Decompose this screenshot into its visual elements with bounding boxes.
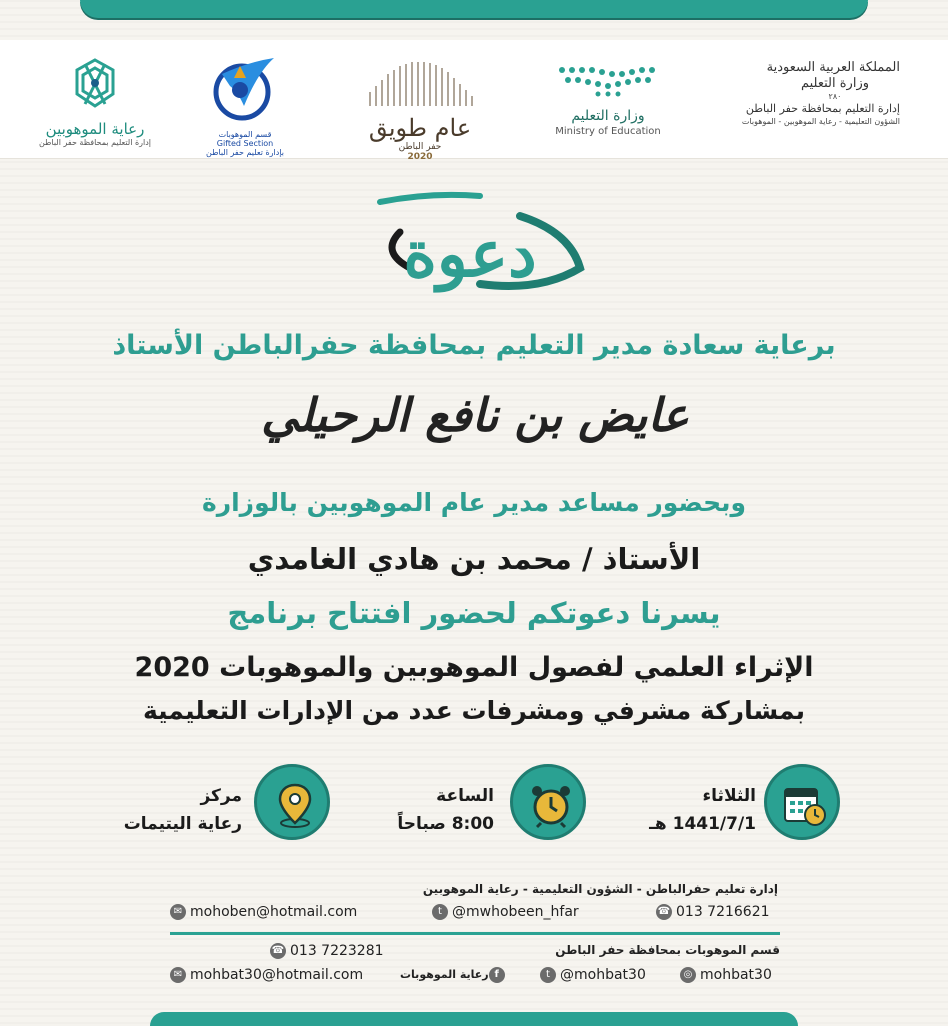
- facebook2: رعاية الموهوبات: [400, 968, 489, 981]
- email2: mohbat30@hotmail.com: [190, 967, 364, 983]
- rayat-sub: إدارة التعليم بمحافظة حفر الباطن: [38, 138, 152, 147]
- place-value: رعاية اليتيمات: [123, 814, 242, 834]
- facebook-icon: f: [489, 967, 505, 983]
- twitter-icon: t: [540, 967, 556, 983]
- moe-english: Ministry of Education: [555, 126, 661, 137]
- instagram-icon: ◎: [680, 967, 696, 983]
- moe-dots-icon: [556, 64, 660, 98]
- rayat-logo: [30, 40, 160, 158]
- calendar-icon: [781, 781, 829, 829]
- email-icon: ✉: [170, 967, 186, 983]
- ksa-line-1: المملكة العربية السعودية: [766, 60, 900, 75]
- title-calligraphy: [340, 172, 600, 322]
- patron-name: عايض بن نافع الرحيلي: [261, 388, 689, 442]
- twitter2-item[interactable]: [540, 967, 646, 983]
- twitter1: @mwhobeen_hfar: [452, 904, 579, 920]
- calendar-circle: [764, 764, 840, 840]
- title-flourish-icon: [340, 172, 600, 322]
- place-label: مركز: [200, 786, 242, 806]
- tuwaiq-sub: حفر الباطن: [398, 142, 442, 152]
- org2-line: قسم الموهوبات بمحافظة حفر الباطن: [555, 943, 780, 957]
- title-text: دعوة: [403, 217, 537, 292]
- map-pin-icon: [271, 781, 319, 829]
- event-date: [640, 764, 850, 844]
- facebook2-item[interactable]: [400, 967, 509, 983]
- day-label: الثلاثاء: [702, 786, 756, 806]
- ksa-line-4: إدارة التعليم بمحافظة حفر الباطن: [745, 102, 900, 115]
- tuwaiq-name: عام طويق: [368, 114, 472, 142]
- guest-name: الأستاذ / محمد بن هادي الغامدي: [247, 542, 701, 576]
- ksa-line-3: ٢٨٠: [828, 92, 842, 101]
- twitter2: @mohbat30: [560, 967, 646, 983]
- contacts-row-1: [170, 904, 780, 924]
- moe-arabic: وزارة التعليم: [571, 108, 645, 124]
- rayat-name: رعاية الموهوبين: [45, 120, 145, 138]
- email1-item[interactable]: [170, 904, 357, 920]
- phone-icon: ☎: [656, 904, 672, 920]
- tuwaiq-mountain-icon: [360, 58, 480, 108]
- ksa-line-5: الشؤون التعليمية - رعاية الموهوبين - الموهوبات: [741, 117, 900, 126]
- contacts-divider: [170, 932, 780, 935]
- location-circle: [254, 764, 330, 840]
- phone2-item[interactable]: [270, 943, 384, 959]
- phone2: 013 7223281: [290, 943, 384, 959]
- phone-icon: ☎: [270, 943, 286, 959]
- ksa-logo: [741, 40, 900, 158]
- program-line: الإثراء العلمي لفصول الموهوبين والموهوبات 2020: [134, 652, 814, 683]
- participation-line: بمشاركة مشرفي ومشرفات عدد من الإدارات التعليمية: [142, 696, 806, 725]
- gifted-text-1: قسم الموهوبات: [218, 130, 272, 139]
- email2-item[interactable]: [170, 967, 363, 983]
- contacts-row-2: [270, 943, 780, 963]
- email1: mohoben@hotmail.com: [190, 904, 358, 920]
- org1-line: إدارة تعليم حفرالباطن - الشؤون التعليمية - رعاية الموهوبين: [422, 882, 778, 896]
- tuwaiq-year: 2020: [407, 152, 433, 162]
- phone1-item[interactable]: [656, 904, 770, 920]
- moe-logo: [548, 40, 668, 158]
- gifted-text-3: بإدارة تعليم حفر الباطن: [206, 148, 284, 157]
- top-decor-bar: [80, 0, 868, 18]
- twitter1-item[interactable]: [432, 904, 579, 920]
- contacts-row-3: [170, 967, 780, 987]
- attendance-line: وبحضور مساعد مدير عام الموهوبين بالوزارة: [201, 488, 747, 517]
- invite-line: يسرنا دعوتكم لحضور افتتاح برنامج: [227, 596, 721, 630]
- clock-circle: [510, 764, 586, 840]
- event-time: [370, 764, 590, 844]
- time-label: الساعة: [436, 786, 494, 806]
- time-value: 8:00 صباحاً: [397, 814, 494, 834]
- gifted-section-logo: [200, 40, 290, 158]
- tuwaiq-logo: [350, 40, 490, 162]
- rayat-emblem-icon: [65, 54, 125, 114]
- phone1: 013 7216621: [676, 904, 770, 920]
- gifted-emblem-icon: [208, 52, 282, 126]
- email-icon: ✉: [170, 904, 186, 920]
- ksa-line-2: وزارة التعليم: [800, 76, 870, 91]
- alarm-clock-icon: [527, 781, 575, 829]
- date-value: 1441/7/1 هـ: [649, 814, 756, 834]
- patron-line: برعاية سعادة مدير التعليم بمحافظة حفرالباطن الأستاذ: [112, 330, 836, 361]
- instagram2-item[interactable]: [680, 967, 772, 983]
- event-place: [100, 764, 332, 844]
- gifted-text-2: Gifted Section: [216, 139, 274, 148]
- logo-band: [0, 40, 948, 162]
- twitter-icon: t: [432, 904, 448, 920]
- instagram2: mohbat30: [700, 967, 772, 983]
